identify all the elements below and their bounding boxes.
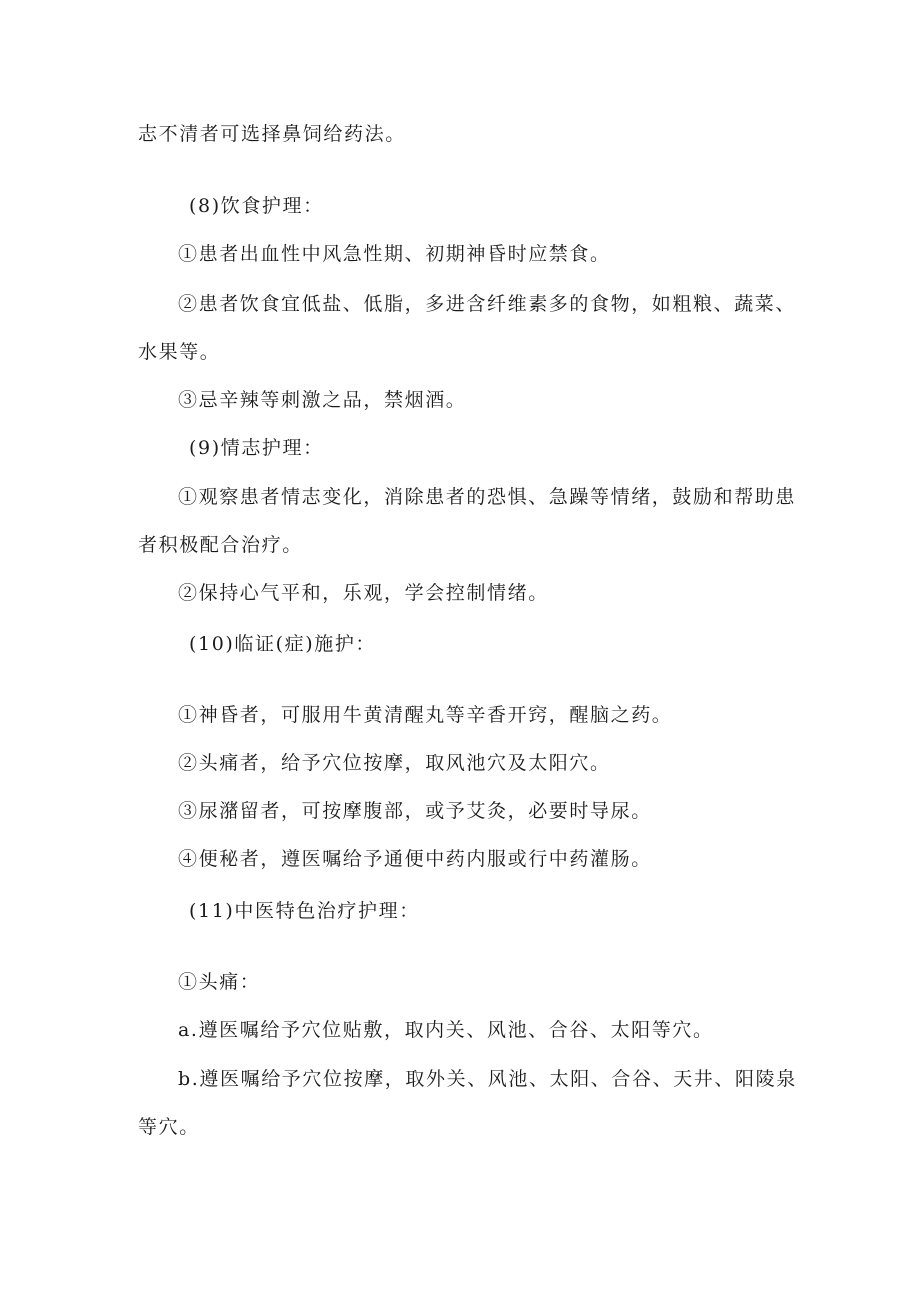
list-item: ②头痛者，给予穴位按摩，取风池穴及太阳穴。 (178, 752, 611, 774)
sub-list-item: b.遵医嘱给予穴位按摩，取外关、风池、太阳、合谷、天井、阳陵泉 (178, 1068, 797, 1090)
paragraph-line: 志不清者可选择鼻饲给药法。 (138, 123, 406, 145)
sub-list-item: a.遵医嘱给予穴位贴敷，取内关、风池、合谷、太阳等穴。 (178, 1019, 714, 1041)
list-item: ③忌辛辣等刺激之品，禁烟酒。 (178, 389, 467, 411)
list-item-continuation: 水果等。 (138, 341, 221, 363)
list-item: ①观察患者情志变化，消除患者的恐惧、急躁等情绪，鼓励和帮助患 (178, 486, 797, 508)
section-heading-emotion: (9)情志护理： (189, 437, 324, 459)
section-heading-symptom-care: (10)临证(症)施护： (189, 633, 377, 655)
list-item: ①神昏者，可服用牛黄清醒丸等辛香开窍，醒脑之药。 (178, 704, 673, 726)
list-item: ①头痛： (178, 971, 261, 993)
sub-list-item-continuation: 等穴。 (138, 1116, 200, 1138)
list-item: ③尿潴留者，可按摩腹部，或予艾灸，必要时导尿。 (178, 800, 652, 822)
list-item-continuation: 者积极配合治疗。 (138, 534, 303, 556)
list-item: ①患者出血性中风急性期、初期神昏时应禁食。 (178, 243, 611, 265)
section-heading-tcm-treatment: (11)中医特色治疗护理： (189, 900, 420, 922)
list-item: ②保持心气平和，乐观，学会控制情绪。 (178, 582, 549, 604)
list-item: ②患者饮食宜低盐、低脂，多进含纤维素多的食物，如粗粮、蔬菜、 (178, 293, 797, 315)
section-heading-diet: (8)饮食护理： (189, 195, 324, 217)
list-item: ④便秘者，遵医嘱给予通便中药内服或行中药灌肠。 (178, 848, 652, 870)
